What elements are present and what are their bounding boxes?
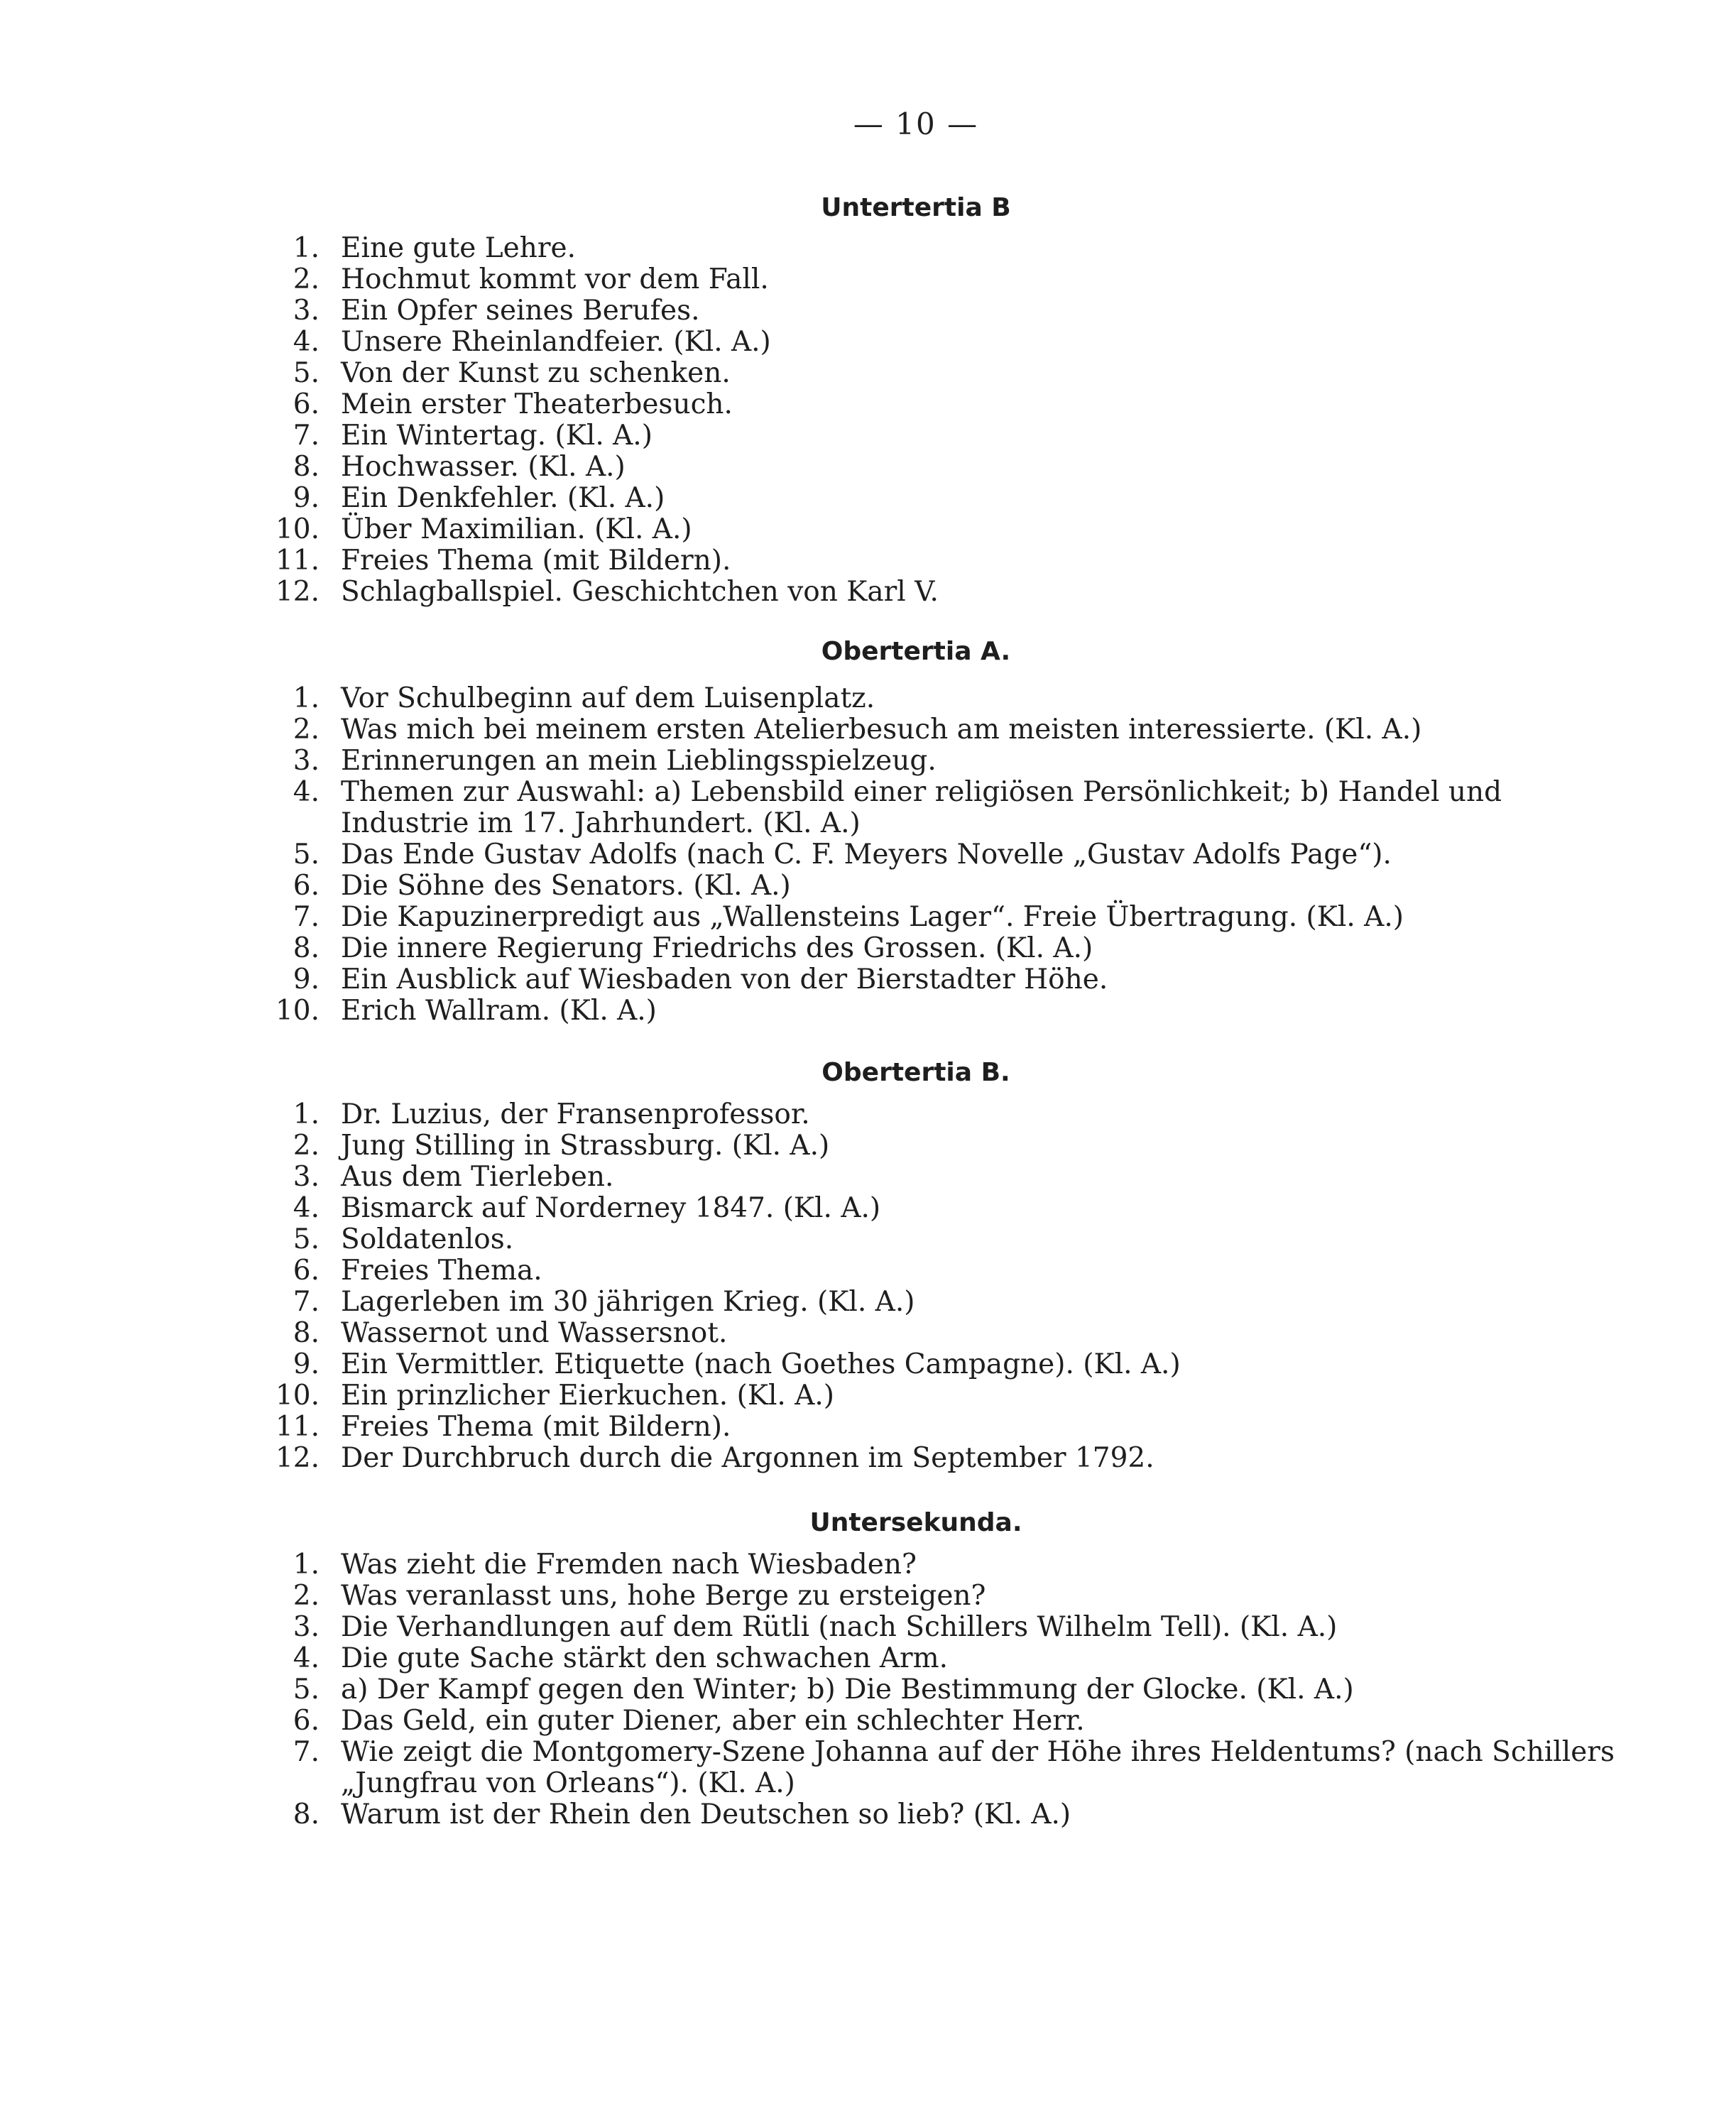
item-text: Freies Thema.	[341, 1255, 542, 1287]
item-number: 12.	[275, 1442, 320, 1474]
item-text: Mein erster Theaterbesuch.	[341, 388, 733, 420]
list-item	[241, 513, 692, 545]
item-number: 7.	[293, 1286, 320, 1318]
item-number: 4.	[293, 326, 320, 358]
item-number: 6.	[293, 388, 320, 420]
item-text: Erich Wallram. (Kl. A.)	[341, 995, 657, 1027]
list-item	[241, 482, 665, 514]
list-item	[241, 901, 1404, 933]
list-item	[241, 1161, 614, 1193]
item-text: Hochmut kommt vor dem Fall.	[341, 263, 769, 295]
item-text: Ein prinzlicher Eierkuchen. (Kl. A.)	[341, 1380, 834, 1412]
item-text: Wassernot und Wassersnot.	[341, 1317, 728, 1349]
item-text: Die innere Regierung Friedrichs des Grossen. (Kl. A.)	[341, 932, 1093, 964]
list-item	[241, 1348, 1181, 1380]
list-item	[241, 388, 733, 420]
item-number: 6.	[293, 1705, 320, 1737]
item-number: 11.	[275, 545, 320, 577]
list-item	[241, 576, 939, 608]
list-item	[241, 295, 700, 327]
item-text: Ein Vermittler. Etiquette (nach Goethes Campagne). (Kl. A.)	[341, 1348, 1181, 1380]
list-item	[241, 1442, 1154, 1474]
item-text: Ein Opfer seines Berufes.	[341, 295, 700, 327]
list-item	[241, 357, 731, 389]
item-number: 7.	[293, 1736, 320, 1768]
item-text: Von der Kunst zu schenken.	[341, 357, 731, 389]
item-number: 10.	[275, 995, 320, 1027]
item-number: 2.	[293, 1580, 320, 1612]
item-number: 6.	[293, 1255, 320, 1287]
list-item	[241, 932, 1093, 964]
list-item	[241, 1642, 949, 1674]
item-text: Über Maximilian. (Kl. A.)	[341, 513, 692, 545]
item-text: Jung Stilling in Strassburg. (Kl. A.)	[341, 1130, 830, 1162]
item-text: Der Durchbruch durch die Argonnen im September 1792.	[341, 1442, 1154, 1474]
list-item	[241, 1255, 542, 1287]
item-number: 8.	[293, 932, 320, 964]
list-item	[241, 745, 937, 777]
item-number: 3.	[293, 295, 320, 327]
item-text: Das Ende Gustav Adolfs (nach C. F. Meyers Novelle „Gustav Adolfs Page“).	[341, 839, 1392, 871]
item-number: 8.	[293, 1317, 320, 1349]
list-item	[241, 1286, 915, 1318]
list-item	[241, 420, 653, 452]
item-number: 9.	[293, 1348, 320, 1380]
item-number: 2.	[293, 714, 320, 746]
item-number: 1.	[293, 1549, 320, 1581]
item-text: Freies Thema (mit Bildern).	[341, 1411, 731, 1443]
item-number: 10.	[275, 1380, 320, 1412]
item-text: Schlagballspiel. Geschichtchen von Karl V.	[341, 576, 939, 608]
item-text: Was mich bei meinem ersten Atelierbesuch am meisten interessierte. (Kl. A.)	[341, 714, 1422, 746]
list-item	[241, 870, 791, 902]
item-text: Soldatenlos.	[341, 1223, 514, 1255]
page-number: — 10 —	[853, 107, 979, 141]
list-item	[241, 1380, 834, 1412]
item-number: 9.	[293, 964, 320, 995]
item-number: 3.	[293, 1161, 320, 1193]
item-number: 10.	[275, 513, 320, 545]
list-item	[241, 714, 1422, 746]
list-item	[241, 232, 576, 264]
section-heading-untersekunda: Untersekunda.	[809, 1508, 1022, 1537]
item-text: Eine gute Lehre.	[341, 232, 576, 264]
list-item	[241, 1799, 1071, 1831]
item-text: Unsere Rheinlandfeier. (Kl. A.)	[341, 326, 771, 358]
list-item	[241, 326, 771, 358]
item-text: Dr. Luzius, der Fransenprofessor.	[341, 1098, 810, 1130]
item-number: 5.	[293, 1223, 320, 1255]
section-heading-obertertia-b: Obertertia B.	[821, 1058, 1010, 1087]
item-number: 1.	[293, 232, 320, 264]
item-number: 7.	[293, 420, 320, 452]
item-text: Freies Thema (mit Bildern).	[341, 545, 731, 577]
item-number: 3.	[293, 745, 320, 777]
list-item	[241, 1317, 728, 1349]
item-number: 1.	[293, 682, 320, 714]
item-number: 2.	[293, 1130, 320, 1162]
item-text: Bismarck auf Norderney 1847. (Kl. A.)	[341, 1192, 881, 1224]
list-item	[241, 451, 626, 483]
item-number: 5.	[293, 357, 320, 389]
item-number: 4.	[293, 776, 320, 808]
list-item	[241, 1736, 1615, 1799]
item-text: Ein Ausblick auf Wiesbaden von der Bierstadter Höhe.	[341, 964, 1108, 995]
list-item	[241, 964, 1108, 995]
item-text: Die Kapuzinerpredigt aus „Wallensteins Lager“. Freie Übertragung. (Kl. A.)	[341, 901, 1404, 933]
section-heading-untertertia-b: Untertertia B	[821, 193, 1011, 222]
item-number: 12.	[275, 576, 320, 608]
item-text: Die Söhne des Senators. (Kl. A.)	[341, 870, 791, 902]
item-text: Was zieht die Fremden nach Wiesbaden?	[341, 1549, 917, 1581]
list-item	[241, 1674, 1354, 1706]
list-item	[241, 1580, 986, 1612]
item-number: 11.	[275, 1411, 320, 1443]
list-item	[241, 1130, 830, 1162]
item-number: 5.	[293, 1674, 320, 1706]
list-item	[241, 545, 731, 577]
item-text: Vor Schulbeginn auf dem Luisenplatz.	[341, 682, 875, 714]
list-item	[241, 995, 657, 1027]
list-item	[241, 1549, 917, 1581]
item-number: 5.	[293, 839, 320, 871]
item-number: 3.	[293, 1611, 320, 1643]
list-item	[241, 1223, 514, 1255]
list-item	[241, 1705, 1085, 1737]
item-number: 8.	[293, 1799, 320, 1831]
item-text: Warum ist der Rhein den Deutschen so lieb? (Kl. A.)	[341, 1799, 1071, 1831]
item-text: Aus dem Tierleben.	[341, 1161, 614, 1193]
item-number: 1.	[293, 1098, 320, 1130]
item-text: Erinnerungen an mein Lieblingsspielzeug.	[341, 745, 937, 777]
item-text: Hochwasser. (Kl. A.)	[341, 451, 626, 483]
item-number: 7.	[293, 901, 320, 933]
list-item	[241, 682, 875, 714]
item-number: 6.	[293, 870, 320, 902]
item-text: Lagerleben im 30 jährigen Krieg. (Kl. A.)	[341, 1286, 915, 1318]
item-text: Themen zur Auswahl: a) Lebensbild einer religiösen Persönlichkeit; b) Handel und Industrie im 17. Jahrhundert. (Kl. A.)	[341, 776, 1502, 839]
item-text: a) Der Kampf gegen den Winter; b) Die Bestimmung der Glocke. (Kl. A.)	[341, 1674, 1354, 1706]
item-number: 8.	[293, 451, 320, 483]
item-text: Die Verhandlungen auf dem Rütli (nach Schillers Wilhelm Tell). (Kl. A.)	[341, 1611, 1338, 1643]
item-text: Wie zeigt die Montgomery-Szene Johanna auf der Höhe ihres Heldentums? (nach Schillers „Jungfrau von Orleans“). (Kl. A.)	[341, 1736, 1615, 1799]
item-text: Die gute Sache stärkt den schwachen Arm.	[341, 1642, 949, 1674]
item-number: 9.	[293, 482, 320, 514]
item-text: Was veranlasst uns, hohe Berge zu ersteigen?	[341, 1580, 986, 1612]
item-text: Das Geld, ein guter Diener, aber ein schlechter Herr.	[341, 1705, 1085, 1737]
list-item	[241, 1192, 881, 1224]
item-number: 4.	[293, 1642, 320, 1674]
item-number: 4.	[293, 1192, 320, 1224]
section-heading-obertertia-a: Obertertia A.	[821, 637, 1011, 666]
item-text: Ein Denkfehler. (Kl. A.)	[341, 482, 665, 514]
item-text: Ein Wintertag. (Kl. A.)	[341, 420, 653, 452]
list-item	[241, 839, 1392, 871]
list-item	[241, 1611, 1338, 1643]
list-item	[241, 263, 769, 295]
list-item	[241, 776, 1502, 839]
item-number: 2.	[293, 263, 320, 295]
list-item	[241, 1098, 810, 1130]
list-item	[241, 1411, 731, 1443]
